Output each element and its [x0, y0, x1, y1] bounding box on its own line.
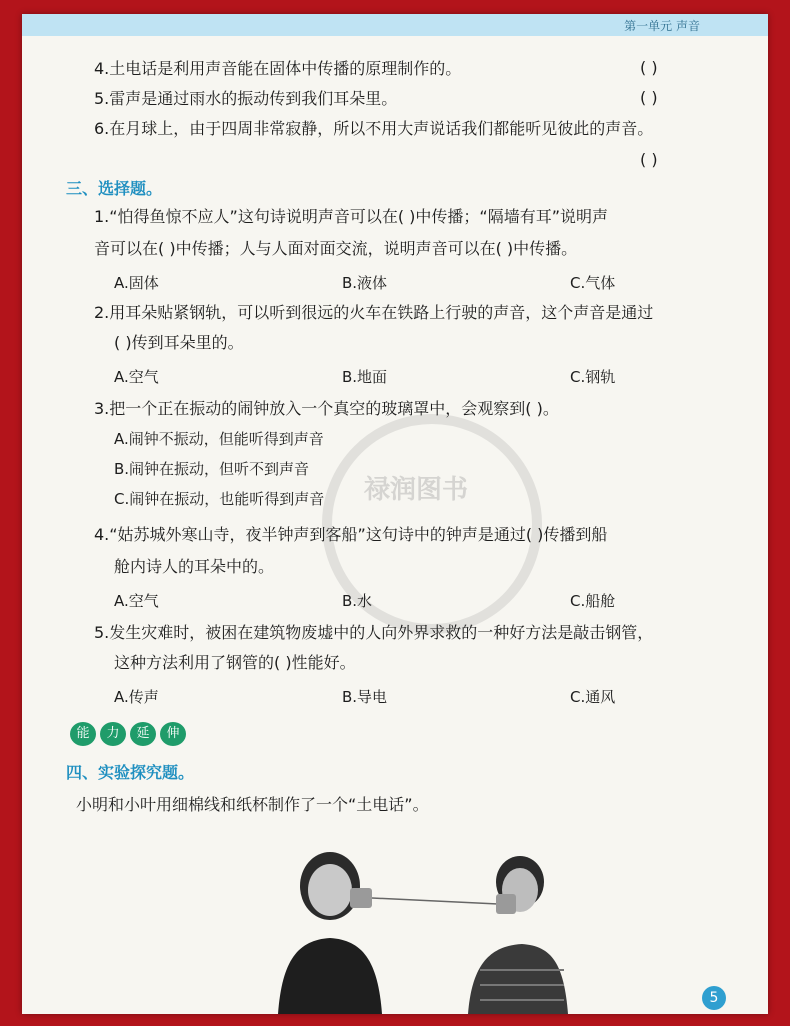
- q5-option-b[interactable]: B.导电: [342, 688, 388, 706]
- header-bar: [22, 14, 768, 36]
- badge-char: 能: [70, 722, 96, 746]
- q4-option-a[interactable]: A.空气: [114, 592, 159, 610]
- q2-line1: 2.用耳朵贴紧钢轨，可以听到很远的火车在铁路上行驶的声音，这个声音是通过: [94, 303, 654, 322]
- q2-option-c[interactable]: C.钢轨: [570, 368, 616, 386]
- q5-line1: 5.发生灾难时，被困在建筑物废墟中的人向外界求救的一种好方法是敲击钢管，: [94, 623, 654, 642]
- workbook-page: [22, 14, 768, 1014]
- q1-option-a[interactable]: A.固体: [114, 274, 159, 292]
- q1-line2: 音可以在( )中传播；人与人面对面交流，说明声音可以在( )中传播。: [94, 239, 578, 258]
- q3-option-b[interactable]: B.闹钟在振动，但听不到声音: [114, 460, 310, 478]
- q4-line2: 舱内诗人的耳朵中的。: [114, 557, 275, 576]
- badge-char: 延: [130, 722, 156, 746]
- judge-answer-6[interactable]: ( ): [640, 150, 658, 169]
- q1-line1: 1.“怕得鱼惊不应人”这句诗说明声音可以在( )中传播；“隔墙有耳”说明声: [94, 207, 608, 226]
- children-phone-photo: [268, 840, 568, 1014]
- judge-answer-5[interactable]: ( ): [640, 88, 658, 107]
- page-number: 5: [702, 986, 726, 1010]
- section-heading-experiment: 四、实验探究题。: [66, 763, 195, 782]
- q2-line2: ( )传到耳朵里的。: [114, 333, 244, 352]
- section-heading-choice: 三、选择题。: [66, 179, 163, 198]
- q1-option-c[interactable]: C.气体: [570, 274, 616, 292]
- watermark-text: 禄润图书: [364, 475, 469, 505]
- judge-item-6: 6.在月球上，由于四周非常寂静，所以不用大声说话我们都能听见彼此的声音。: [94, 119, 654, 138]
- q4-option-c[interactable]: C.船舱: [570, 592, 616, 610]
- q2-option-b[interactable]: B.地面: [342, 368, 388, 386]
- q4-option-b[interactable]: B.水: [342, 592, 373, 610]
- q3-line1: 3.把一个正在振动的闹钟放入一个真空的玻璃罩中，会观察到( )。: [94, 399, 559, 418]
- judge-item-4: 4.土电话是利用声音能在固体中传播的原理制作的。: [94, 59, 462, 78]
- q5-option-c[interactable]: C.通风: [570, 688, 616, 706]
- badge-char: 伸: [160, 722, 186, 746]
- q2-option-a[interactable]: A.空气: [114, 368, 159, 386]
- judge-item-5: 5.雷声是通过雨水的振动传到我们耳朵里。: [94, 89, 398, 108]
- q5-option-a[interactable]: A.传声: [114, 688, 159, 706]
- badge-char: 力: [100, 722, 126, 746]
- q4-line1: 4.“姑苏城外寒山寺，夜半钟声到客船”这句诗中的钟声是通过( )传播到船: [94, 525, 608, 544]
- q3-option-c[interactable]: C.闹钟在振动，也能听得到声音: [114, 490, 325, 508]
- q1-option-b[interactable]: B.液体: [342, 274, 388, 292]
- q5-line2: 这种方法利用了钢管的( )性能好。: [114, 653, 356, 672]
- unit-title: 第一单元 声音: [624, 19, 700, 33]
- q3-option-a[interactable]: A.闹钟不振动，但能听得到声音: [114, 430, 324, 448]
- experiment-intro: 小明和小叶用细棉线和纸杯制作了一个“土电话”。: [76, 795, 429, 814]
- judge-answer-4[interactable]: ( ): [640, 58, 658, 77]
- ability-extension-badge: [70, 722, 186, 746]
